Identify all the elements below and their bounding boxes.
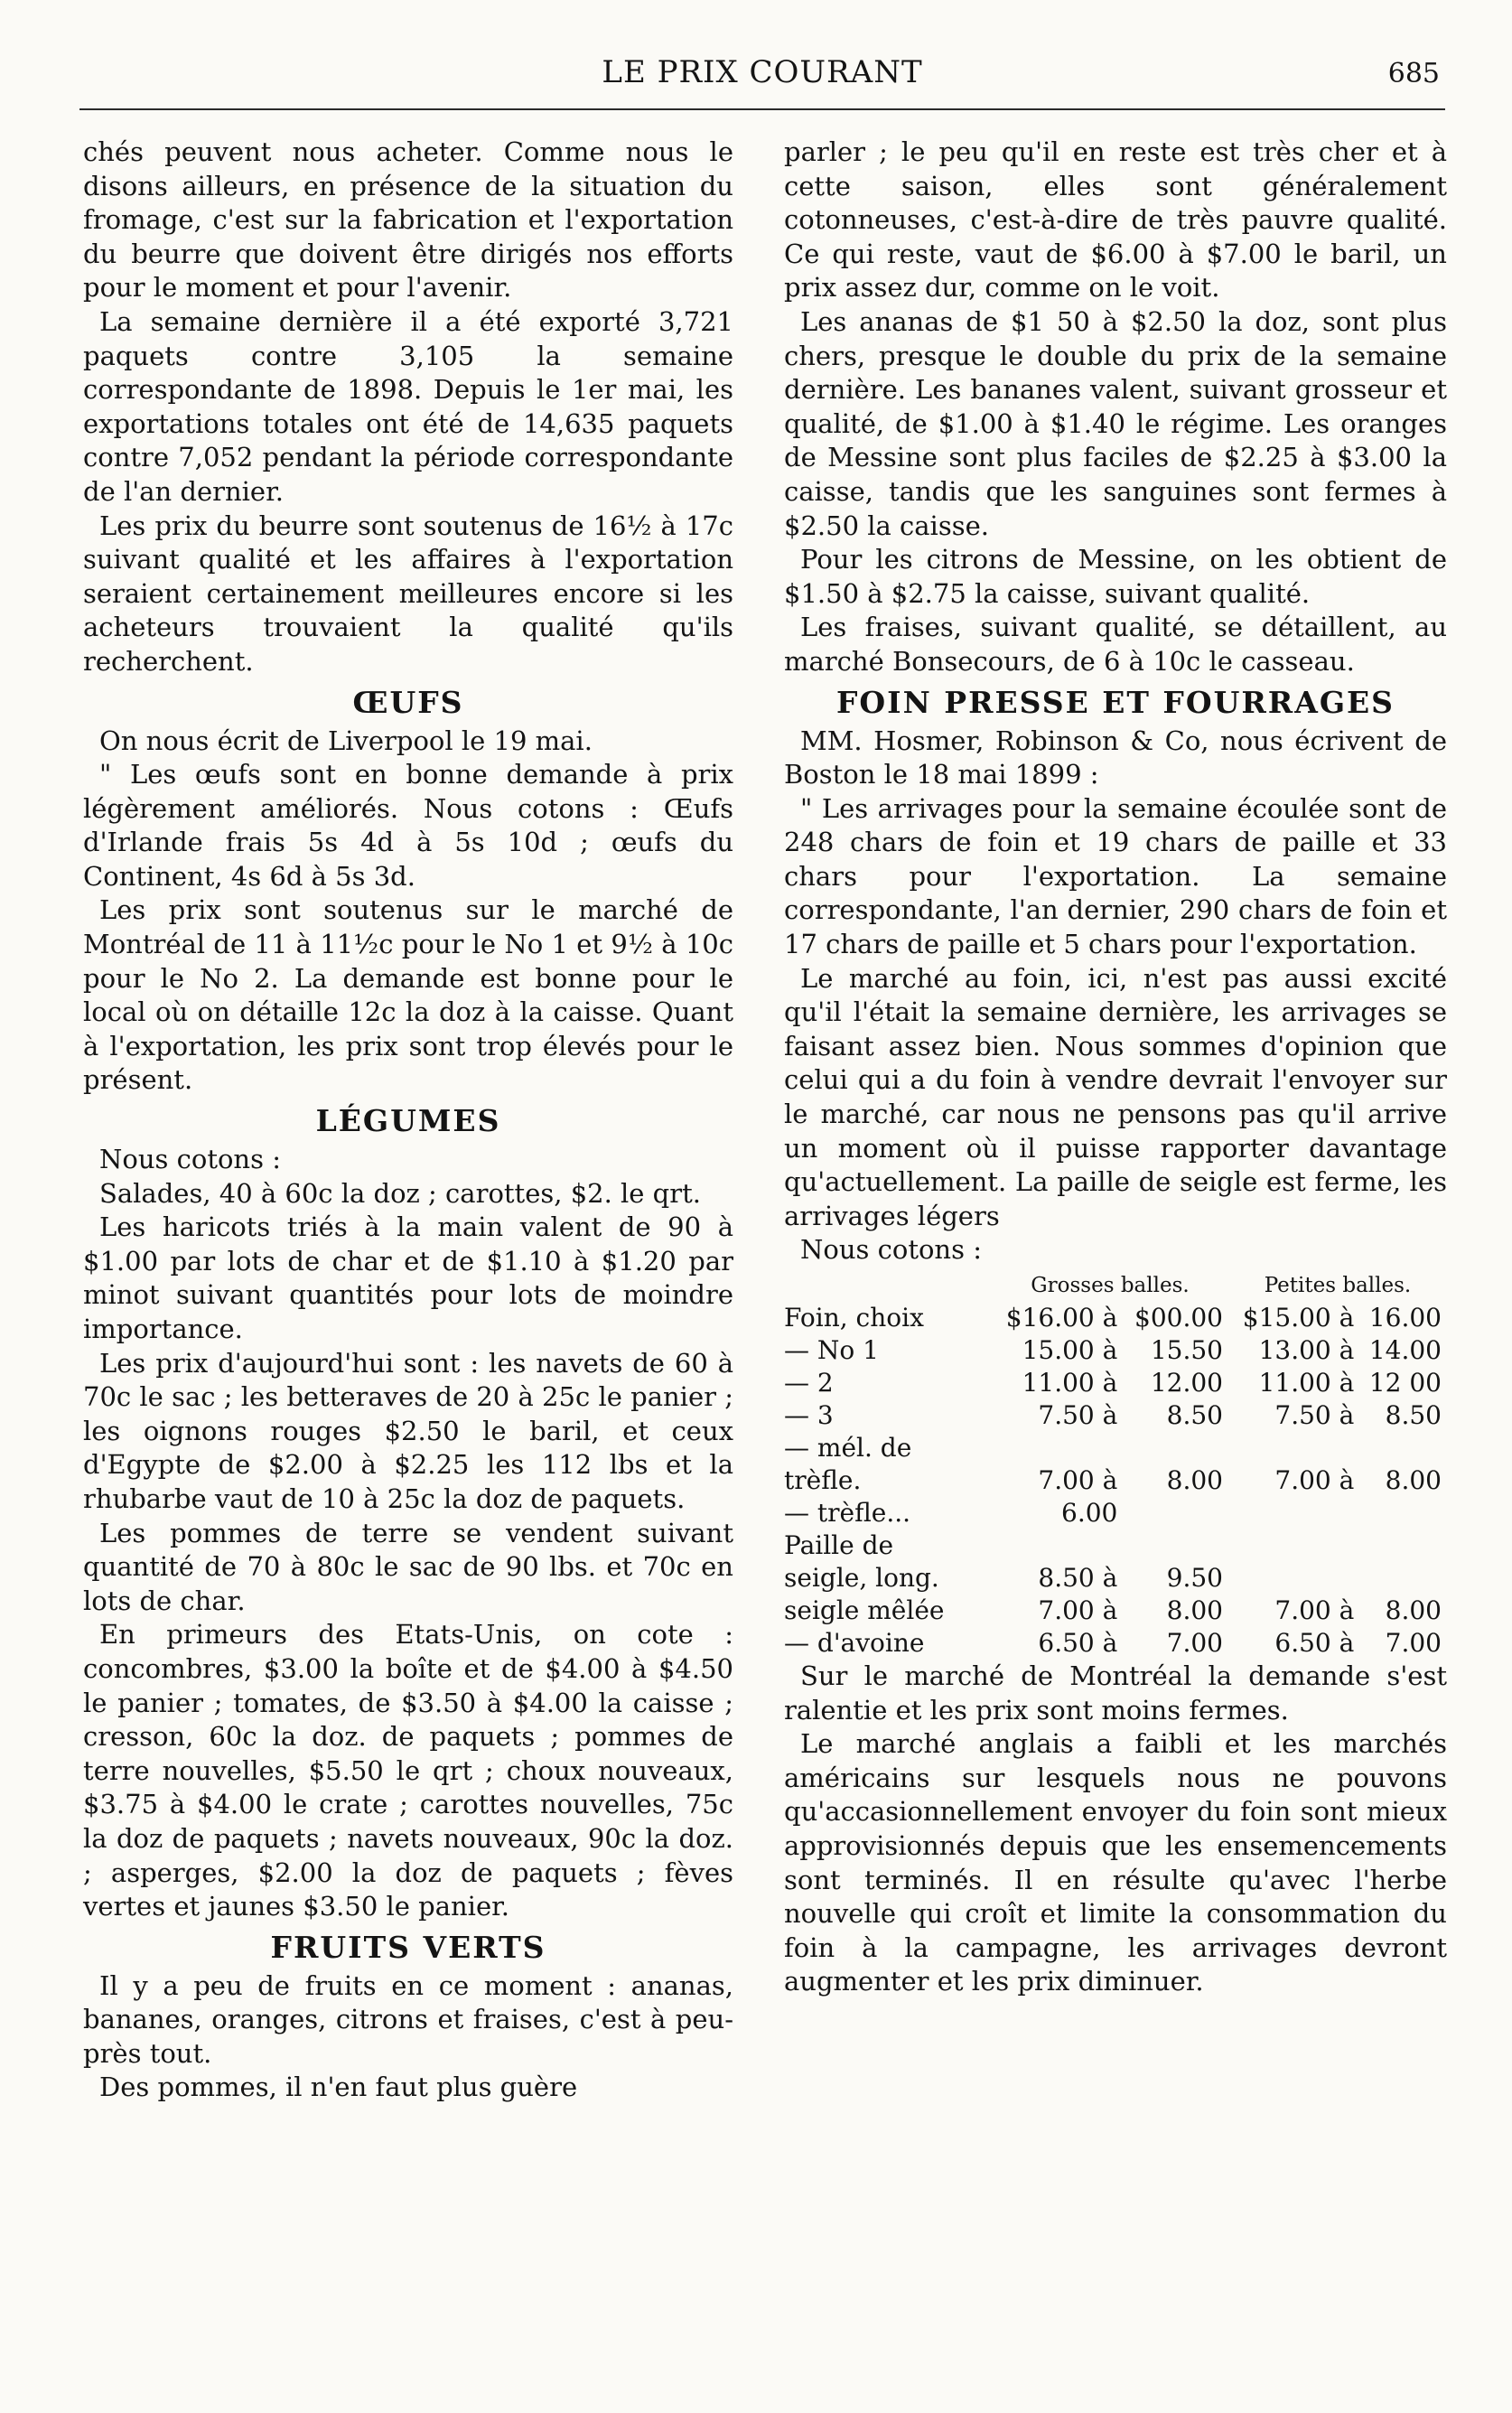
table-row: [784, 1464, 1447, 1497]
price-cell: 7.00: [1166, 1628, 1223, 1658]
section-heading-oeufs: ŒUFS: [352, 684, 464, 720]
table-row: [784, 1399, 1447, 1432]
price-cell: [1228, 1497, 1359, 1529]
price-cell: [1123, 1529, 1228, 1562]
paragraph: Les prix d'aujourd'hui sont : les navets de 60 à 70c le sac ; les betteraves de 20 à 25c le panier ; les oignons rouges $2.50 le baril, et ceux d'Egypte de $2.00 à $2.25 les 112 lbs et la rhubarbe vaut de 10 à 25c la doz de paquets.: [83, 1347, 733, 1514]
table-row: [784, 1367, 1447, 1399]
paragraph: Salades, 40 à 60c la doz ; carottes, $2. le qrt.: [99, 1177, 701, 1209]
price-cell: 7.00 à: [1038, 1465, 1118, 1495]
price-cell: 8.00: [1166, 1465, 1223, 1495]
page-number: 685: [1387, 58, 1440, 89]
price-cell: 15.00 à: [1022, 1335, 1118, 1365]
table-row: [784, 1529, 1447, 1562]
paragraph: MM. Hosmer, Robinson & Co, nous écrivent de Boston le 18 mai 1899 :: [784, 725, 1447, 790]
price-cell: [1123, 1497, 1228, 1529]
paragraph: chés peuvent nous acheter. Comme nous le disons ailleurs, en présence de la situation du fromage, c'est sur la fabrication et l'exportation du beurre que doivent être dirigés nos efforts pour le moment et pour l'avenir.: [83, 136, 733, 304]
price-cell: [1359, 1432, 1447, 1464]
row-label: Paille de: [784, 1530, 894, 1560]
price-cell: 11.00 à: [1258, 1368, 1355, 1398]
right-column: [784, 136, 1447, 1999]
price-cell: 7.50 à: [1038, 1400, 1118, 1430]
price-cell: [1228, 1432, 1359, 1464]
page-header: [79, 52, 1445, 110]
price-cell: [1123, 1432, 1228, 1464]
paragraph: Les fraises, suivant qualité, se détaillent, au marché Bonsecours, de 6 à 10c le casseau.: [784, 612, 1447, 677]
price-cell: 7.00 à: [1038, 1595, 1118, 1625]
price-cell: 6.50 à: [1038, 1628, 1118, 1658]
section-heading-legumes: LÉGUMES: [315, 1103, 501, 1139]
price-cell: [992, 1529, 1123, 1562]
paragraph: Nous cotons :: [99, 1144, 281, 1175]
row-label: — 2: [784, 1368, 834, 1398]
table-header-row: [784, 1269, 1447, 1302]
table-row: [784, 1497, 1447, 1529]
paragraph: Le marché au foin, ici, n'est pas aussi excité qu'il l'était la semaine dernière, les arrivages se faisant assez bien. Nous sommes d'opinion que celui qui a du foin à vendre devrait l'envoyer sur le marché, car nous ne pensons pas qu'il arrive un moment où il puisse rapporter davantage qu'actuellement. La paille de seigle est ferme, les arrivages légers: [784, 962, 1447, 1231]
price-cell: [1228, 1529, 1359, 1562]
table-row: [784, 1627, 1447, 1660]
row-label: Foin, choix: [784, 1303, 924, 1333]
paragraph: Les pommes de terre se vendent suivant quantité de 70 à 80c le sac de 90 lbs. et 70c en lots de char.: [83, 1517, 733, 1616]
paragraph: Les prix du beurre sont soutenus de 16½ à 17c suivant qualité et les affaires à l'exportation seraient certainement meilleures encore si les acheteurs trouvaient la qualité qu'ils recherchent.: [83, 510, 733, 677]
table-header-petites: Petites balles.: [1264, 1274, 1412, 1297]
table-row: [784, 1562, 1447, 1595]
paragraph: " Les œufs sont en bonne demande à prix légèrement améliorés. Nous cotons : Œufs d'Irlande frais 5s 4d à 5s 10d ; œufs du Continent, 4s 6d à 5s 3d.: [83, 759, 733, 892]
section-heading-fruits-verts: FRUITS VERTS: [270, 1929, 546, 1965]
price-cell: 8.00: [1385, 1465, 1442, 1495]
publication-title: LE PRIX COURANT: [602, 54, 923, 90]
paragraph: Sur le marché de Montréal la demande s'est ralentie et les prix sont moins fermes.: [784, 1660, 1447, 1726]
paragraph: Il y a peu de fruits en ce moment : ananas, bananes, oranges, citrons et fraises, c'est à peu-près tout.: [83, 1969, 733, 2069]
left-column: [83, 136, 733, 2105]
paragraph: Le marché anglais a faibli et les marchés américains sur lesquels nous ne pouvons qu'accasionnellement envoyer du foin sont mieux approvisionnés depuis que les ensemencements sont terminés. Il en résulte qu'avec l'herbe nouvelle qui croît et limite la consommation du foin à la campagne, les arrivages devront augmenter et les prix diminuer.: [784, 1728, 1447, 1997]
price-cell: $15.00 à: [1242, 1303, 1355, 1333]
paragraph: On nous écrit de Liverpool le 19 mai.: [99, 725, 593, 756]
paragraph: parler ; le peu qu'il en reste est très cher et à cette saison, elles sont généralement cotonneuses, c'est-à-dire de très pauvre qualité. Ce qui reste, vaut de $6.00 à $7.00 le baril, un prix assez dur, comme on le voit.: [784, 136, 1447, 304]
table-row: [784, 1595, 1447, 1627]
paragraph: Les haricots triés à la main valent de 90 à $1.00 par lots de char et de $1.10 à $1.20 par minot suivant quantités pour lots de moindre importance.: [83, 1211, 733, 1344]
row-label: — 3: [784, 1400, 834, 1430]
paragraph: Pour les citrons de Messine, on les obtient de $1.50 à $2.75 la caisse, suivant qualité.: [784, 544, 1447, 609]
price-cell: $00.00: [1134, 1303, 1223, 1333]
table-row: [784, 1432, 1447, 1464]
price-cell: 7.00 à: [1274, 1465, 1355, 1495]
row-label: — No 1: [784, 1335, 879, 1365]
price-cell: [1359, 1562, 1447, 1595]
price-cell: 7.00: [1385, 1628, 1442, 1658]
price-cell: 7.00 à: [1274, 1595, 1355, 1625]
price-cell: $16.00 à: [1005, 1303, 1118, 1333]
price-cell: 8.00: [1385, 1595, 1442, 1625]
price-cell: 6.00: [1061, 1498, 1118, 1528]
table-row: [784, 1334, 1447, 1367]
paragraph: La semaine dernière il a été exporté 3,721 paquets contre 3,105 la semaine correspondante de 1898. Depuis le 1er mai, les exportations totales ont été de 14,635 paquets contre 7,052 pendant la période correspondante de l'an dernier.: [83, 305, 733, 507]
paragraph: Les ananas de $1 50 à $2.50 la doz, sont plus chers, presque le double du prix de la semaine dernière. Les bananes valent, suivant grosseur et qualité, de $1.00 à $1.40 le régime. Les oranges de Messine sont plus faciles de $2.25 à $3.00 la caisse, tandis que les sanguines sont fermes à $2.50 la caisse.: [784, 305, 1447, 541]
table-header-grosses: Grosses balles.: [1031, 1274, 1190, 1297]
price-cell: 6.50 à: [1274, 1628, 1355, 1658]
price-cell: 15.50: [1150, 1335, 1223, 1365]
row-label: — trèfle...: [784, 1498, 911, 1528]
row-label: trèfle.: [784, 1465, 862, 1495]
row-label: seigle mêlée: [784, 1595, 945, 1625]
paragraph: Des pommes, il n'en faut plus guère: [99, 2072, 578, 2103]
price-cell: 11.00 à: [1022, 1368, 1118, 1398]
price-cell: [1228, 1562, 1359, 1595]
price-cell: 7.50 à: [1274, 1400, 1355, 1430]
price-cell: [1359, 1529, 1447, 1562]
price-cell: 14.00: [1368, 1335, 1442, 1365]
price-cell: [992, 1432, 1123, 1464]
price-cell: [1359, 1497, 1447, 1529]
price-cell: 8.00: [1166, 1595, 1223, 1625]
table-header-cell: [784, 1269, 992, 1302]
price-cell: 12 00: [1368, 1368, 1442, 1398]
section-heading-foin-presse: FOIN PRESSE ET FOURRAGES: [835, 684, 1395, 720]
paragraph: Nous cotons :: [800, 1234, 982, 1266]
table-row: [784, 1302, 1447, 1334]
price-cell: 16.00: [1368, 1303, 1442, 1333]
price-cell: 8.50: [1385, 1400, 1442, 1430]
row-label: seigle, long.: [784, 1563, 939, 1593]
price-cell: 8.50: [1166, 1400, 1223, 1430]
paragraph: En primeurs des Etats-Unis, on cote : concombres, $3.00 la boîte et de $4.00 à $4.50 le panier ; tomates, de $3.50 à $4.00 la caisse ; cresson, 60c la doz. de paquets ; pommes de terre nouvelles, $5.50 le qrt ; choux nouveaux, $3.75 à $4.00 le crate ; carottes nouvelles, 75c la doz de paquets ; navets nouveaux, 90c la doz. ; asperges, $2.00 la doz de paquets ; fèves vertes et jaunes $3.50 le panier.: [83, 1619, 733, 1922]
row-label: — d'avoine: [784, 1628, 925, 1658]
paragraph: Les prix sont soutenus sur le marché de Montréal de 11 à 11½c pour le No 1 et 9½ à 10c pour le No 2. La demande est bonne pour le local où on détaille 12c la doz à la caisse. Quant à l'exportation, les prix sont trop élevés pour le présent.: [83, 894, 733, 1096]
price-cell: 9.50: [1166, 1563, 1223, 1593]
paragraph: " Les arrivages pour la semaine écoulée sont de 248 chars de foin et 19 chars de paille et 33 chars pour l'exportation. La semaine correspondante, l'an dernier, 290 chars de foin et 17 chars de paille et 5 chars pour l'exportation.: [784, 792, 1447, 960]
row-label: — mél. de: [784, 1433, 912, 1463]
hay-price-table: [784, 1269, 1447, 1660]
price-cell: 12.00: [1150, 1368, 1223, 1398]
price-cell: 13.00 à: [1258, 1335, 1355, 1365]
price-cell: 8.50 à: [1038, 1563, 1118, 1593]
